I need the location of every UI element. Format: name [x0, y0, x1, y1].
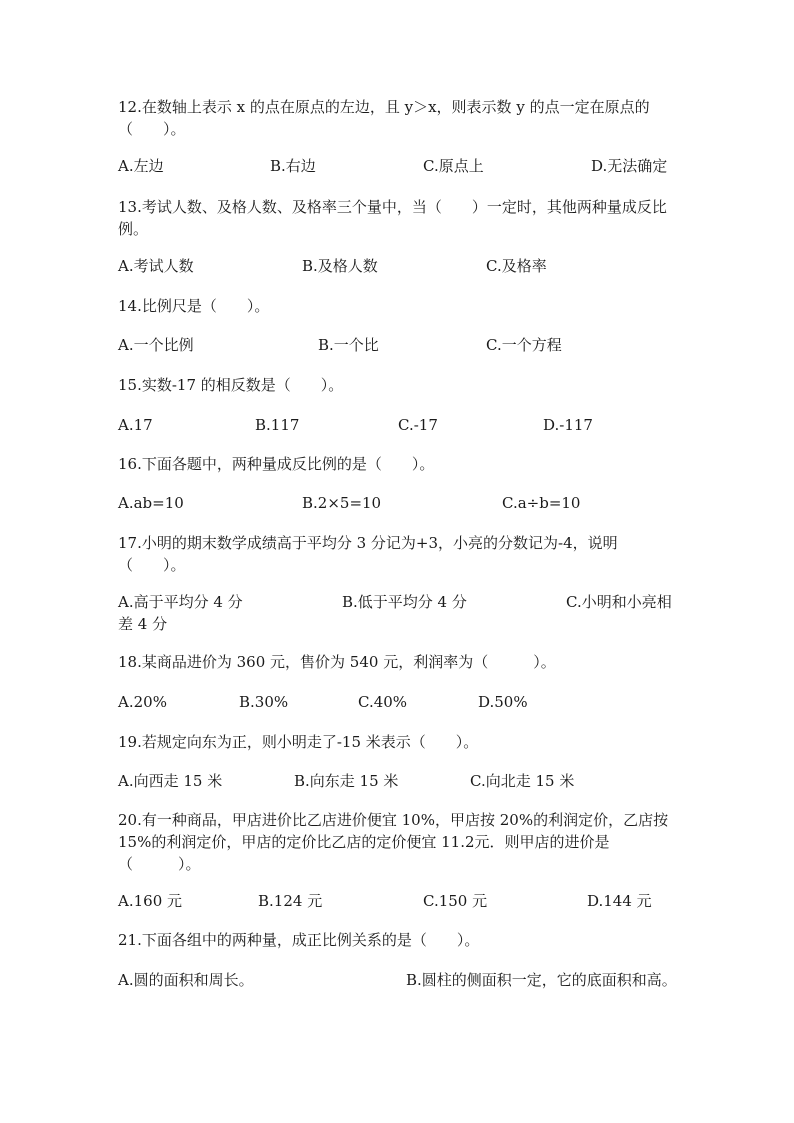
question-15-options: [118, 414, 678, 436]
question-18: [118, 651, 678, 673]
option-d[interactable]: D.50%: [478, 693, 528, 711]
question-17: [118, 532, 678, 576]
question-16-stem: 16.下面各题中，两种量成反比例的是（ ）。: [118, 455, 435, 473]
question-12-stem: 12.在数轴上表示 x 的点在原点的左边，且 y＞x，则表示数 y 的点一定在原点的（ ）。: [118, 98, 650, 138]
option-a[interactable]: A.160 元: [118, 892, 182, 910]
option-b[interactable]: B.低于平均分 4 分: [342, 593, 467, 611]
question-18-stem: 18.某商品进价为 360 元，售价为 540 元，利润率为（ ）。: [118, 653, 556, 671]
question-19-stem: 19.若规定向东为正，则小明走了-15 米表示（ ）。: [118, 733, 479, 751]
question-13-options: [118, 255, 678, 277]
option-c[interactable]: C.-17: [398, 416, 438, 434]
question-15-stem: 15.实数-17 的相反数是（ ）。: [118, 376, 344, 394]
option-b[interactable]: B.124 元: [258, 892, 323, 910]
question-12: [118, 96, 678, 140]
question-21-stem: 21.下面各组中的两种量，成正比例关系的是（ ）。: [118, 931, 480, 949]
question-13: [118, 196, 678, 240]
option-a[interactable]: A.17: [118, 416, 153, 434]
question-12-options: [118, 155, 678, 177]
option-b[interactable]: B.2×5=10: [302, 494, 382, 512]
question-21-options: [118, 969, 678, 1013]
option-c[interactable]: C.小明和小亮相差 4 分: [118, 593, 672, 633]
option-c[interactable]: C.40%: [358, 693, 408, 711]
question-13-stem: 13.考试人数、及格人数、及格率三个量中，当（ ）一定时，其他两种量成反比例。: [118, 198, 667, 238]
option-c[interactable]: C.及格率: [486, 257, 547, 275]
option-b[interactable]: B.及格人数: [302, 257, 378, 275]
option-a[interactable]: A.一个比例: [118, 336, 194, 354]
question-19-options: [118, 770, 678, 792]
option-b[interactable]: B.右边: [270, 157, 316, 175]
option-b[interactable]: B.一个比: [318, 336, 379, 354]
question-18-options: [118, 691, 678, 713]
question-20-options: [118, 890, 678, 912]
option-c[interactable]: C.150 元: [423, 892, 488, 910]
option-b[interactable]: B.圆柱的侧面积一定，它的底面积和高。: [406, 971, 677, 989]
question-14: [118, 295, 678, 317]
option-a[interactable]: A.圆的面积和周长。: [118, 971, 254, 989]
question-21: [118, 929, 678, 951]
option-c[interactable]: C.原点上: [423, 157, 484, 175]
option-d[interactable]: D.144 元: [587, 892, 652, 910]
option-a[interactable]: A.20%: [118, 693, 167, 711]
question-16: [118, 453, 678, 475]
option-a[interactable]: A.左边: [118, 157, 164, 175]
question-20-stem: 20.有一种商品，甲店进价比乙店进价便宜 10%，甲店按 20%的利润定价，乙店按 15%的利润定价，甲店的定价比乙店的定价便宜 11.2元．则甲店的进价是（ ）。: [118, 811, 669, 873]
question-14-stem: 14.比例尺是（ ）。: [118, 297, 270, 315]
option-a[interactable]: A.高于平均分 4 分: [118, 593, 243, 611]
question-19: [118, 731, 678, 753]
option-a[interactable]: A.考试人数: [118, 257, 194, 275]
option-a[interactable]: A.向西走 15 米: [118, 772, 223, 790]
option-c[interactable]: C.向北走 15 米: [470, 772, 575, 790]
question-16-options: [118, 492, 678, 514]
question-14-options: [118, 334, 678, 356]
question-20: [118, 809, 678, 875]
question-15: [118, 374, 678, 396]
option-d[interactable]: D.-117: [543, 416, 593, 434]
question-17-stem: 17.小明的期末数学成绩高于平均分 3 分记为+3，小亮的分数记为-4，说明（ ）。: [118, 534, 618, 574]
option-d[interactable]: D.无法确定: [591, 157, 668, 175]
option-b[interactable]: B.30%: [239, 693, 289, 711]
option-a[interactable]: A.ab=10: [118, 494, 184, 512]
option-b[interactable]: B.向东走 15 米: [294, 772, 399, 790]
question-17-options: [118, 591, 678, 635]
option-c[interactable]: C.一个方程: [486, 336, 562, 354]
option-c[interactable]: C.a÷b=10: [502, 494, 581, 512]
option-b[interactable]: B.117: [255, 416, 300, 434]
